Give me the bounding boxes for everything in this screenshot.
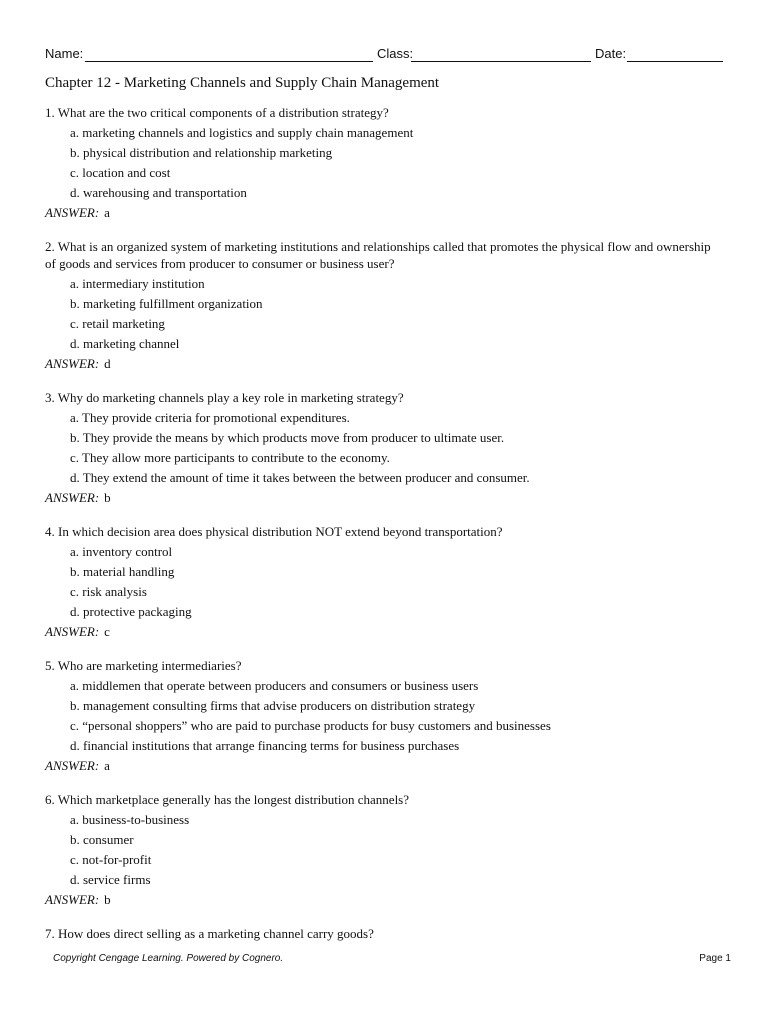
question-item bbox=[45, 238, 715, 372]
answer-option: c. location and cost bbox=[70, 165, 171, 180]
page-footer bbox=[53, 953, 731, 967]
answer-label: ANSWER: bbox=[45, 356, 100, 371]
answer-option: a. business-to-business bbox=[70, 812, 190, 827]
copyright-notice: Copyright Cengage Learning. Powered by Cognero. bbox=[53, 953, 284, 964]
question-text: 7. How does direct selling as a marketing channel carry goods? bbox=[45, 926, 374, 941]
answer-option: a. intermediary institution bbox=[70, 276, 205, 291]
question-item bbox=[45, 523, 715, 640]
question-item bbox=[45, 791, 715, 908]
question-item bbox=[45, 389, 715, 506]
answer-option: c. “personal shoppers” who are paid to purchase products for busy customers and businesses bbox=[70, 718, 551, 733]
answer-option: a. middlemen that operate between producers and consumers or business users bbox=[70, 678, 479, 693]
date-label: Date: bbox=[595, 46, 627, 61]
question-text: 2. What is an organized system of marketing institutions and relationships called that promotes the physical flow and ownership of goods and services from producer to consumer or business user? bbox=[45, 239, 711, 271]
answer-option: c. They allow more participants to contribute to the economy. bbox=[70, 450, 390, 465]
answer-value: b bbox=[104, 490, 111, 505]
answer-option: d. warehousing and transportation bbox=[70, 185, 247, 200]
answer-value: c bbox=[104, 624, 110, 639]
question-text: 1. What are the two critical components of a distribution strategy? bbox=[45, 105, 389, 120]
question-item bbox=[45, 925, 715, 942]
page-number: Page 1 bbox=[699, 953, 731, 964]
class-blank-line bbox=[411, 61, 591, 62]
answer-option: b. consumer bbox=[70, 832, 134, 847]
answer-option: c. risk analysis bbox=[70, 584, 147, 599]
answer-value: d bbox=[104, 356, 111, 371]
answer-option: b. They provide the means by which products move from producer to ultimate user. bbox=[70, 430, 505, 445]
answer-option: b. marketing fulfillment organization bbox=[70, 296, 263, 311]
answer-key bbox=[45, 204, 715, 221]
answer-option: b. physical distribution and relationship marketing bbox=[70, 145, 333, 160]
answer-option: d. protective packaging bbox=[70, 604, 192, 619]
answer-option: a. They provide criteria for promotional expenditures. bbox=[70, 410, 350, 425]
answer-option: a. marketing channels and logistics and supply chain management bbox=[70, 125, 414, 140]
answer-value: a bbox=[104, 758, 110, 773]
answer-option: b. management consulting firms that advise producers on distribution strategy bbox=[70, 698, 476, 713]
question-item bbox=[45, 657, 715, 774]
name-label: Name: bbox=[45, 46, 84, 61]
answer-option: d. service firms bbox=[70, 872, 151, 887]
answer-key bbox=[45, 355, 715, 372]
answer-key bbox=[45, 623, 715, 640]
answer-option: b. material handling bbox=[70, 564, 175, 579]
question-item bbox=[45, 104, 715, 221]
answer-option: a. inventory control bbox=[70, 544, 173, 559]
answer-label: ANSWER: bbox=[45, 758, 100, 773]
question-text: 5. Who are marketing intermediaries? bbox=[45, 658, 242, 673]
answer-key bbox=[45, 489, 715, 506]
question-text: 6. Which marketplace generally has the longest distribution channels? bbox=[45, 792, 410, 807]
answer-label: ANSWER: bbox=[45, 624, 100, 639]
answer-value: a bbox=[104, 205, 110, 220]
question-list bbox=[45, 104, 715, 959]
answer-option: d. They extend the amount of time it takes between the between producer and consumer. bbox=[70, 470, 530, 485]
answer-option: d. financial institutions that arrange financing terms for business purchases bbox=[70, 738, 460, 753]
class-label: Class: bbox=[377, 46, 414, 61]
answer-key bbox=[45, 757, 715, 774]
answer-label: ANSWER: bbox=[45, 892, 100, 907]
answer-key bbox=[45, 891, 715, 908]
date-blank-line bbox=[627, 61, 723, 62]
answer-option: c. not-for-profit bbox=[70, 852, 152, 867]
answer-option: d. marketing channel bbox=[70, 336, 180, 351]
answer-value: b bbox=[104, 892, 111, 907]
chapter-title: Chapter 12 - Marketing Channels and Supply Chain Management bbox=[45, 75, 440, 91]
answer-label: ANSWER: bbox=[45, 205, 100, 220]
name-blank-line bbox=[85, 61, 373, 62]
answer-option: c. retail marketing bbox=[70, 316, 165, 331]
question-text: 3. Why do marketing channels play a key role in marketing strategy? bbox=[45, 390, 404, 405]
answer-label: ANSWER: bbox=[45, 490, 100, 505]
student-info-header bbox=[45, 44, 725, 64]
question-text: 4. In which decision area does physical distribution NOT extend beyond transportation? bbox=[45, 524, 503, 539]
